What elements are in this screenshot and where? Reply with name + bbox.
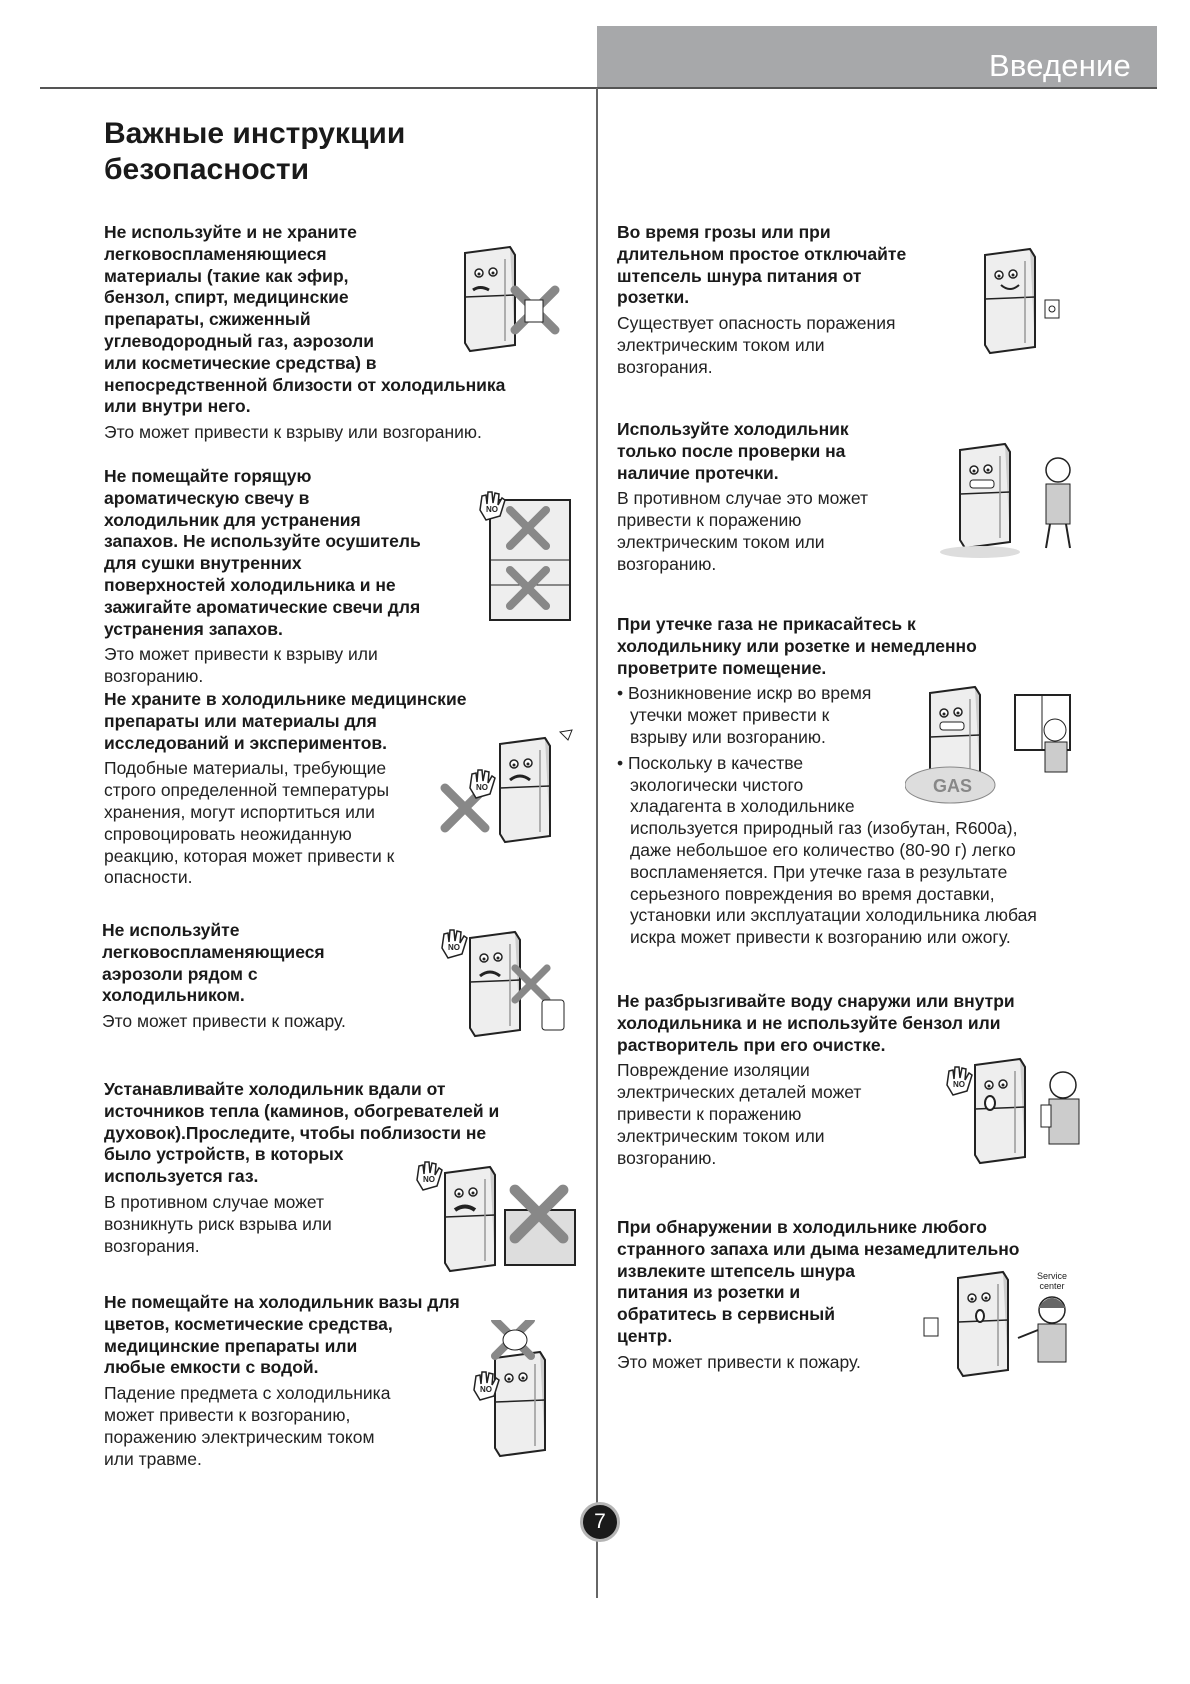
- instruction-body: Это может привести к взрыву или возгоранию.: [104, 422, 482, 443]
- instruction-body: Это может привести к взрыву или возгоранию.: [104, 644, 378, 687]
- unplugged-fridge-illustration: [975, 245, 1065, 355]
- page-title-line: Важные инструкции: [104, 117, 406, 150]
- instruction-body: Это может привести к пожару.: [102, 1011, 346, 1032]
- instruction-heading: Не используйте легковоспламеняющиеся аэрозоли рядом с холодильником.: [102, 920, 325, 1006]
- page-title-line: безопасности: [104, 153, 310, 186]
- aerosol-fridge-illustration: [440, 928, 585, 1043]
- instruction-body: Существует опасность поражения электрическим током или возгорания.: [617, 313, 896, 377]
- svg-text:Service: Service: [1036, 1271, 1068, 1281]
- gas-leak-illustration: [905, 680, 1090, 810]
- section-header-bar: [597, 26, 1157, 88]
- gas-stove-fridge-illustration: [415, 1160, 585, 1275]
- instruction-heading: Не разбрызгивайте воду снаружи или внутри холодильника и не используйте бензол или растворитель при его очистке.: [617, 991, 1015, 1055]
- service-center-illustration: [920, 1268, 1095, 1383]
- instruction-body: Падение предмета с холодильника может привести к возгоранию, поражению электрическим током или травме.: [104, 1383, 391, 1469]
- instruction-heading: Не помещайте горящую ароматическую свечу в холодильник для устранения запахов. Не используйте осушитель для сушки внутренних поверхностей холодильника и не зажигайте ароматические свечи для устранения запахов.: [104, 466, 421, 639]
- safety-instruction: [102, 920, 432, 1033]
- instruction-heading: При обнаружении в холодильнике любого странного запаха или дыма незамедлительно извлеките штепсель шнура питания из розетки и обратитесь в сервисный центр.: [617, 1217, 1020, 1346]
- section-title: Введение: [989, 48, 1131, 83]
- instruction-heading: Не храните в холодильнике медицинские препараты или материалы для исследований и экспериментов.: [104, 689, 467, 753]
- instruction-body: В противном случае может возникнуть риск взрыва или возгорания.: [104, 1191, 332, 1256]
- instruction-body: Это может привести к пожару.: [617, 1351, 861, 1372]
- candle-fridge-illustration: [470, 490, 580, 630]
- safety-instruction: [617, 419, 937, 576]
- column-divider: [596, 88, 598, 1598]
- instruction-heading: При утечке газа не прикасайтесь к холодильнику или розетке и немедленно проветрите помещение.: [617, 614, 977, 678]
- bullet-item: • Возникновение искр во время утечки может привести к взрыву или возгоранию.: [617, 683, 1097, 748]
- instruction-body: Подобные материалы, требующие строго определенной температуры хранения, могут испортиться или спровоцировать неожиданную реакцию, которая может привести к опасности.: [104, 758, 395, 888]
- svg-text:center: center: [1039, 1281, 1065, 1291]
- safety-instruction: [617, 222, 957, 379]
- instruction-heading: Используйте холодильник только после проверки на наличие протечки.: [617, 419, 849, 483]
- vase-fridge-illustration: [470, 1320, 580, 1460]
- instruction-heading: Во время грозы или при длительном простое отключайте штепсель шнура питания от розетки.: [617, 222, 907, 308]
- safety-instruction: [104, 466, 464, 688]
- instruction-body: Повреждение изоляции электрических деталей может привести к поражению электрическим током или возгоранию.: [617, 1060, 862, 1168]
- page-number-badge: 7: [580, 1502, 620, 1542]
- leak-check-fridge-illustration: [940, 440, 1090, 560]
- svg-text:GAS: GAS: [933, 776, 973, 796]
- header-rule: [40, 87, 1157, 89]
- instruction-heading: Устанавливайте холодильник вдали от источников тепла (каминов, обогревателей и духовок).Проследите, чтобы поблизости не было устройств, в которых используется газ.: [104, 1079, 500, 1187]
- instruction-heading: Не используйте и не храните легковоспламеняющиеся материалы (такие как эфир, бензол, спирт, медицинские препараты, сжиженный углеводородный газ, аэрозоли или косметические средства) в непосредственной близости от холодильника или внутри него.: [104, 222, 506, 417]
- sad-fridge-medicine-illustration: [440, 728, 580, 848]
- worried-fridge-illustration: [445, 245, 575, 360]
- page-title: [104, 116, 405, 188]
- spray-cleaner-illustration: [945, 1055, 1095, 1175]
- instruction-heading: Не помещайте на холодильник вазы для цветов, косметические средства, медицинские препараты или любые емкости с водой.: [104, 1292, 460, 1378]
- bullet-item: • Поскольку в качестве экологически чистого хладагента в холодильнике используется природный газ (изобутан, R600a), даже небольшое его количество (80-90 г) легко воспламеняется. При утечке газа в результате серьезного повреждения во время доставки, установки или эксплуатации холодильника любая искра может привести к возгоранию или ожогу.: [617, 753, 1097, 949]
- instruction-body: В противном случае это может привести к поражению электрическим током или возгоранию.: [617, 488, 869, 574]
